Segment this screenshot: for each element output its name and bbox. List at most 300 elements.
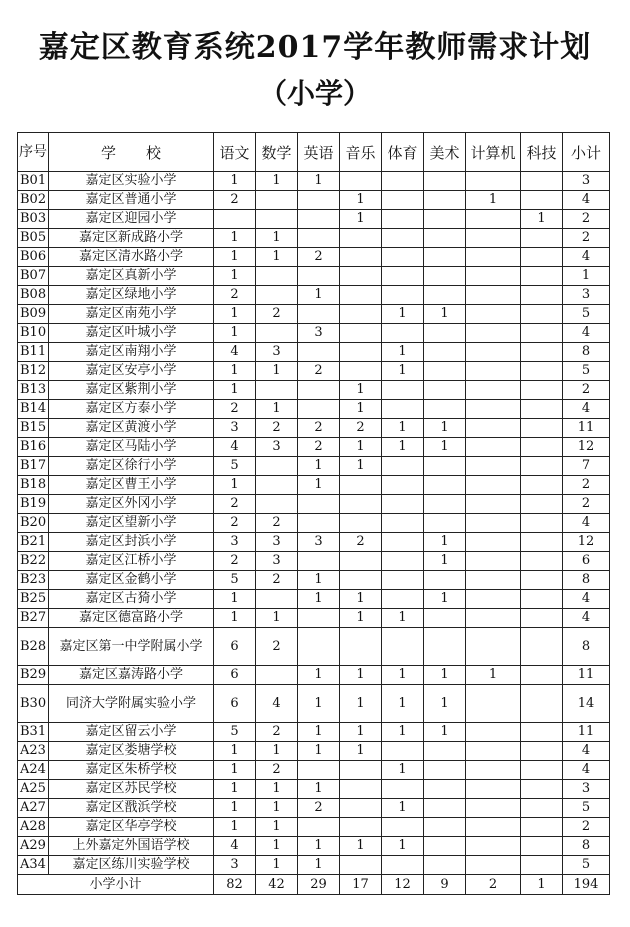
school-name: 嘉定区外冈小学 <box>49 495 214 514</box>
subject-count: 1 <box>298 666 340 685</box>
subject-count <box>521 457 563 476</box>
school-name: 嘉定区华亭学校 <box>49 818 214 837</box>
row-subtotal: 12 <box>563 438 610 457</box>
subject-count <box>424 343 466 362</box>
row-code: B22 <box>18 552 49 571</box>
subject-count <box>298 552 340 571</box>
subject-count <box>340 229 382 248</box>
table-row <box>18 324 610 343</box>
subject-count: 2 <box>298 362 340 381</box>
subject-count: 1 <box>214 362 256 381</box>
subject-count: 1 <box>340 742 382 761</box>
subject-count: 1 <box>424 685 466 723</box>
subject-count <box>382 191 424 210</box>
header-subject: 语文 <box>214 133 256 172</box>
subject-count: 1 <box>256 818 298 837</box>
subject-count: 1 <box>214 761 256 780</box>
subject-count <box>466 495 521 514</box>
subject-count <box>340 799 382 818</box>
subject-count <box>424 514 466 533</box>
subject-count <box>382 476 424 495</box>
subject-count <box>424 324 466 343</box>
table-row <box>18 856 610 875</box>
subject-count <box>424 210 466 229</box>
table-row <box>18 780 610 799</box>
subject-count <box>424 780 466 799</box>
subject-count <box>424 362 466 381</box>
row-subtotal: 14 <box>563 685 610 723</box>
row-code: B13 <box>18 381 49 400</box>
subject-count: 1 <box>214 476 256 495</box>
table-row <box>18 514 610 533</box>
subject-count <box>298 628 340 666</box>
subject-count: 1 <box>298 590 340 609</box>
subject-count <box>466 856 521 875</box>
subject-count <box>521 742 563 761</box>
subject-count <box>340 571 382 590</box>
subject-count <box>298 229 340 248</box>
subject-count <box>466 210 521 229</box>
row-subtotal: 4 <box>563 400 610 419</box>
row-subtotal: 2 <box>563 495 610 514</box>
subject-count <box>340 362 382 381</box>
subject-count <box>521 666 563 685</box>
subject-count: 1 <box>382 666 424 685</box>
subject-count: 1 <box>214 267 256 286</box>
subject-count: 2 <box>214 552 256 571</box>
totals-cell: 82 <box>214 875 256 895</box>
subject-count <box>256 666 298 685</box>
row-subtotal: 4 <box>563 514 610 533</box>
subject-count <box>521 267 563 286</box>
subject-count <box>521 381 563 400</box>
row-code: B30 <box>18 685 49 723</box>
subject-count: 1 <box>256 172 298 191</box>
row-subtotal: 5 <box>563 362 610 381</box>
subject-count <box>466 628 521 666</box>
subject-count <box>424 400 466 419</box>
row-subtotal: 8 <box>563 571 610 590</box>
table-row <box>18 381 610 400</box>
subject-count <box>256 267 298 286</box>
subject-count: 6 <box>214 685 256 723</box>
subject-count <box>298 514 340 533</box>
subject-count: 1 <box>256 799 298 818</box>
subject-count: 3 <box>214 419 256 438</box>
school-name: 嘉定区望新小学 <box>49 514 214 533</box>
school-name: 嘉定区实验小学 <box>49 172 214 191</box>
row-subtotal: 3 <box>563 780 610 799</box>
school-name: 嘉定区嘉涛路小学 <box>49 666 214 685</box>
subject-count <box>521 305 563 324</box>
row-subtotal: 2 <box>563 381 610 400</box>
subject-count <box>298 305 340 324</box>
subject-count <box>382 856 424 875</box>
school-name: 嘉定区第一中学附属小学 <box>49 628 214 666</box>
subject-count <box>382 229 424 248</box>
school-name: 嘉定区娄塘学校 <box>49 742 214 761</box>
row-code: B21 <box>18 533 49 552</box>
subject-count <box>466 818 521 837</box>
subject-count <box>382 172 424 191</box>
school-name: 同济大学附属实验小学 <box>49 685 214 723</box>
subject-count: 1 <box>340 438 382 457</box>
subject-count <box>466 761 521 780</box>
subject-count <box>521 324 563 343</box>
school-name: 嘉定区迎园小学 <box>49 210 214 229</box>
page-subtitle: （小学） <box>258 77 371 110</box>
subject-count: 1 <box>424 666 466 685</box>
table-row <box>18 438 610 457</box>
subject-count <box>466 324 521 343</box>
subject-count: 2 <box>256 628 298 666</box>
row-code: B11 <box>18 343 49 362</box>
row-code: B25 <box>18 590 49 609</box>
subject-count <box>424 571 466 590</box>
header-subject: 数学 <box>256 133 298 172</box>
header-subject: 体育 <box>382 133 424 172</box>
subject-count <box>424 495 466 514</box>
subject-count <box>521 514 563 533</box>
subject-count <box>466 438 521 457</box>
subject-count <box>466 533 521 552</box>
row-code: B23 <box>18 571 49 590</box>
subject-count: 1 <box>424 590 466 609</box>
totals-cell: 12 <box>382 875 424 895</box>
subject-count: 3 <box>256 343 298 362</box>
row-code: A27 <box>18 799 49 818</box>
totals-cell: 1 <box>521 875 563 895</box>
row-subtotal: 2 <box>563 229 610 248</box>
subject-count: 2 <box>256 571 298 590</box>
school-name: 嘉定区方泰小学 <box>49 400 214 419</box>
subject-count: 1 <box>214 305 256 324</box>
subject-count: 1 <box>382 837 424 856</box>
row-code: A34 <box>18 856 49 875</box>
subject-count <box>256 457 298 476</box>
school-name: 嘉定区南苑小学 <box>49 305 214 324</box>
subject-count <box>382 514 424 533</box>
subject-count <box>466 400 521 419</box>
school-name: 嘉定区朱桥学校 <box>49 761 214 780</box>
row-subtotal: 2 <box>563 818 610 837</box>
subject-count <box>521 286 563 305</box>
school-name: 嘉定区古猗小学 <box>49 590 214 609</box>
subject-count: 1 <box>382 362 424 381</box>
row-subtotal: 4 <box>563 191 610 210</box>
subject-count: 1 <box>340 609 382 628</box>
subject-count: 2 <box>340 419 382 438</box>
school-name: 嘉定区紫荆小学 <box>49 381 214 400</box>
totals-cell: 17 <box>340 875 382 895</box>
subject-count <box>298 818 340 837</box>
subject-count <box>521 590 563 609</box>
subject-count: 1 <box>340 666 382 685</box>
subject-count: 1 <box>298 856 340 875</box>
totals-grand-total: 194 <box>563 875 610 895</box>
subject-count: 1 <box>340 210 382 229</box>
subject-count <box>424 229 466 248</box>
school-name: 嘉定区留云小学 <box>49 723 214 742</box>
subject-count <box>340 856 382 875</box>
subject-count: 1 <box>214 818 256 837</box>
row-subtotal: 1 <box>563 267 610 286</box>
header-subject: 科技 <box>521 133 563 172</box>
subject-count: 1 <box>298 571 340 590</box>
subject-count: 1 <box>424 305 466 324</box>
subject-count: 5 <box>214 571 256 590</box>
subject-count <box>382 742 424 761</box>
table-header-row <box>18 133 610 172</box>
table-row <box>18 571 610 590</box>
teacher-demand-table <box>17 132 610 895</box>
school-name: 嘉定区徐行小学 <box>49 457 214 476</box>
subject-count <box>424 818 466 837</box>
school-name: 嘉定区曹王小学 <box>49 476 214 495</box>
subject-count <box>521 419 563 438</box>
subject-count <box>521 723 563 742</box>
subject-count: 1 <box>214 609 256 628</box>
table-row <box>18 248 610 267</box>
row-subtotal: 4 <box>563 609 610 628</box>
subject-count: 3 <box>256 438 298 457</box>
subject-count <box>298 210 340 229</box>
subject-count <box>424 286 466 305</box>
subject-count <box>466 742 521 761</box>
subject-count <box>424 761 466 780</box>
subject-count <box>521 837 563 856</box>
subject-count: 2 <box>214 495 256 514</box>
subject-count <box>298 343 340 362</box>
subject-count <box>424 799 466 818</box>
subject-count <box>382 457 424 476</box>
subject-count: 1 <box>466 191 521 210</box>
subject-count <box>382 533 424 552</box>
subject-count: 2 <box>256 514 298 533</box>
subject-count <box>466 457 521 476</box>
row-subtotal: 5 <box>563 305 610 324</box>
subject-count: 1 <box>340 723 382 742</box>
table-row <box>18 761 610 780</box>
subject-count <box>521 685 563 723</box>
subject-count: 1 <box>298 476 340 495</box>
subject-count <box>340 628 382 666</box>
subject-count: 1 <box>214 324 256 343</box>
table-row <box>18 685 610 723</box>
subject-count: 1 <box>382 799 424 818</box>
row-code: B27 <box>18 609 49 628</box>
school-name: 嘉定区马陆小学 <box>49 438 214 457</box>
header-subject: 音乐 <box>340 133 382 172</box>
subject-count <box>256 286 298 305</box>
row-code: B16 <box>18 438 49 457</box>
subject-count: 3 <box>214 533 256 552</box>
subject-count <box>382 210 424 229</box>
row-code: B09 <box>18 305 49 324</box>
subject-count: 2 <box>340 533 382 552</box>
totals-cell: 9 <box>424 875 466 895</box>
row-code: B08 <box>18 286 49 305</box>
row-code: A29 <box>18 837 49 856</box>
subject-count: 1 <box>256 837 298 856</box>
subject-count: 6 <box>214 666 256 685</box>
row-subtotal: 6 <box>563 552 610 571</box>
table-row <box>18 419 610 438</box>
row-code: B14 <box>18 400 49 419</box>
row-code: B07 <box>18 267 49 286</box>
subject-count: 1 <box>298 780 340 799</box>
subject-count <box>382 286 424 305</box>
subject-count <box>466 305 521 324</box>
totals-cell: 2 <box>466 875 521 895</box>
row-code: B03 <box>18 210 49 229</box>
row-subtotal: 3 <box>563 172 610 191</box>
subject-count <box>382 628 424 666</box>
subject-count: 1 <box>382 761 424 780</box>
row-code: A25 <box>18 780 49 799</box>
school-name: 嘉定区叶城小学 <box>49 324 214 343</box>
subject-count: 1 <box>382 419 424 438</box>
subject-count: 1 <box>340 191 382 210</box>
subject-count <box>521 571 563 590</box>
subject-count <box>521 343 563 362</box>
table-row <box>18 229 610 248</box>
subject-count: 1 <box>424 552 466 571</box>
school-name: 嘉定区黄渡小学 <box>49 419 214 438</box>
subject-count <box>424 381 466 400</box>
subject-count: 4 <box>214 837 256 856</box>
subject-count <box>340 818 382 837</box>
table-row <box>18 666 610 685</box>
row-code: B28 <box>18 628 49 666</box>
subject-count <box>521 856 563 875</box>
subject-count <box>340 343 382 362</box>
subject-count <box>521 818 563 837</box>
header-subject: 英语 <box>298 133 340 172</box>
subject-count: 2 <box>298 799 340 818</box>
subject-count <box>521 780 563 799</box>
subject-count <box>466 476 521 495</box>
row-code: B06 <box>18 248 49 267</box>
school-name: 嘉定区安亭小学 <box>49 362 214 381</box>
table-row <box>18 267 610 286</box>
subject-count <box>521 609 563 628</box>
table-row <box>18 837 610 856</box>
subject-count: 1 <box>256 609 298 628</box>
subject-count <box>382 400 424 419</box>
subject-count <box>424 191 466 210</box>
subject-count <box>382 818 424 837</box>
subject-count: 2 <box>214 191 256 210</box>
subject-count: 3 <box>256 533 298 552</box>
subject-count <box>466 780 521 799</box>
subject-count: 1 <box>214 248 256 267</box>
row-code: B01 <box>18 172 49 191</box>
subject-count <box>424 628 466 666</box>
totals-cell: 42 <box>256 875 298 895</box>
subject-count <box>521 191 563 210</box>
table-body <box>18 172 610 875</box>
school-name: 嘉定区江桥小学 <box>49 552 214 571</box>
subject-count <box>466 552 521 571</box>
school-name: 嘉定区金鹤小学 <box>49 571 214 590</box>
totals-label: 小学小计 <box>18 875 214 895</box>
subject-count: 1 <box>298 172 340 191</box>
subject-count <box>466 590 521 609</box>
row-subtotal: 3 <box>563 286 610 305</box>
subject-count: 1 <box>256 400 298 419</box>
school-name: 嘉定区封浜小学 <box>49 533 214 552</box>
row-code: B17 <box>18 457 49 476</box>
table-row <box>18 742 610 761</box>
subject-count: 1 <box>382 343 424 362</box>
subject-count <box>521 229 563 248</box>
row-subtotal: 5 <box>563 856 610 875</box>
table-row <box>18 818 610 837</box>
subject-count: 1 <box>214 590 256 609</box>
subject-count <box>298 609 340 628</box>
row-subtotal: 2 <box>563 210 610 229</box>
subject-count <box>298 191 340 210</box>
subject-count <box>424 742 466 761</box>
subject-count <box>521 400 563 419</box>
subject-count: 2 <box>298 248 340 267</box>
row-subtotal: 11 <box>563 419 610 438</box>
subject-count: 1 <box>214 229 256 248</box>
subject-count: 1 <box>256 248 298 267</box>
subject-count: 5 <box>214 723 256 742</box>
table-row <box>18 590 610 609</box>
subject-count: 1 <box>424 533 466 552</box>
row-code: A23 <box>18 742 49 761</box>
table-row <box>18 457 610 476</box>
table-row <box>18 286 610 305</box>
table-row <box>18 343 610 362</box>
table-row <box>18 723 610 742</box>
totals-row <box>18 875 610 895</box>
school-name: 嘉定区戬浜学校 <box>49 799 214 818</box>
table-row <box>18 628 610 666</box>
table-row <box>18 191 610 210</box>
subject-count <box>466 609 521 628</box>
table-row <box>18 400 610 419</box>
table-row <box>18 495 610 514</box>
subject-count <box>466 571 521 590</box>
school-name: 嘉定区新成路小学 <box>49 229 214 248</box>
subject-count <box>382 248 424 267</box>
school-name: 嘉定区真新小学 <box>49 267 214 286</box>
subject-count: 3 <box>298 324 340 343</box>
subject-count <box>466 723 521 742</box>
subject-count <box>466 248 521 267</box>
subject-count: 2 <box>256 305 298 324</box>
subject-count: 1 <box>424 419 466 438</box>
totals-cell: 29 <box>298 875 340 895</box>
subject-count <box>298 495 340 514</box>
subject-count <box>424 609 466 628</box>
row-code: B05 <box>18 229 49 248</box>
subject-count: 1 <box>298 723 340 742</box>
table-row <box>18 362 610 381</box>
table-row <box>18 172 610 191</box>
row-subtotal: 11 <box>563 723 610 742</box>
subject-count <box>340 552 382 571</box>
subject-count <box>521 172 563 191</box>
row-code: B10 <box>18 324 49 343</box>
subject-count <box>382 571 424 590</box>
subject-count: 2 <box>298 419 340 438</box>
subject-count: 1 <box>340 685 382 723</box>
